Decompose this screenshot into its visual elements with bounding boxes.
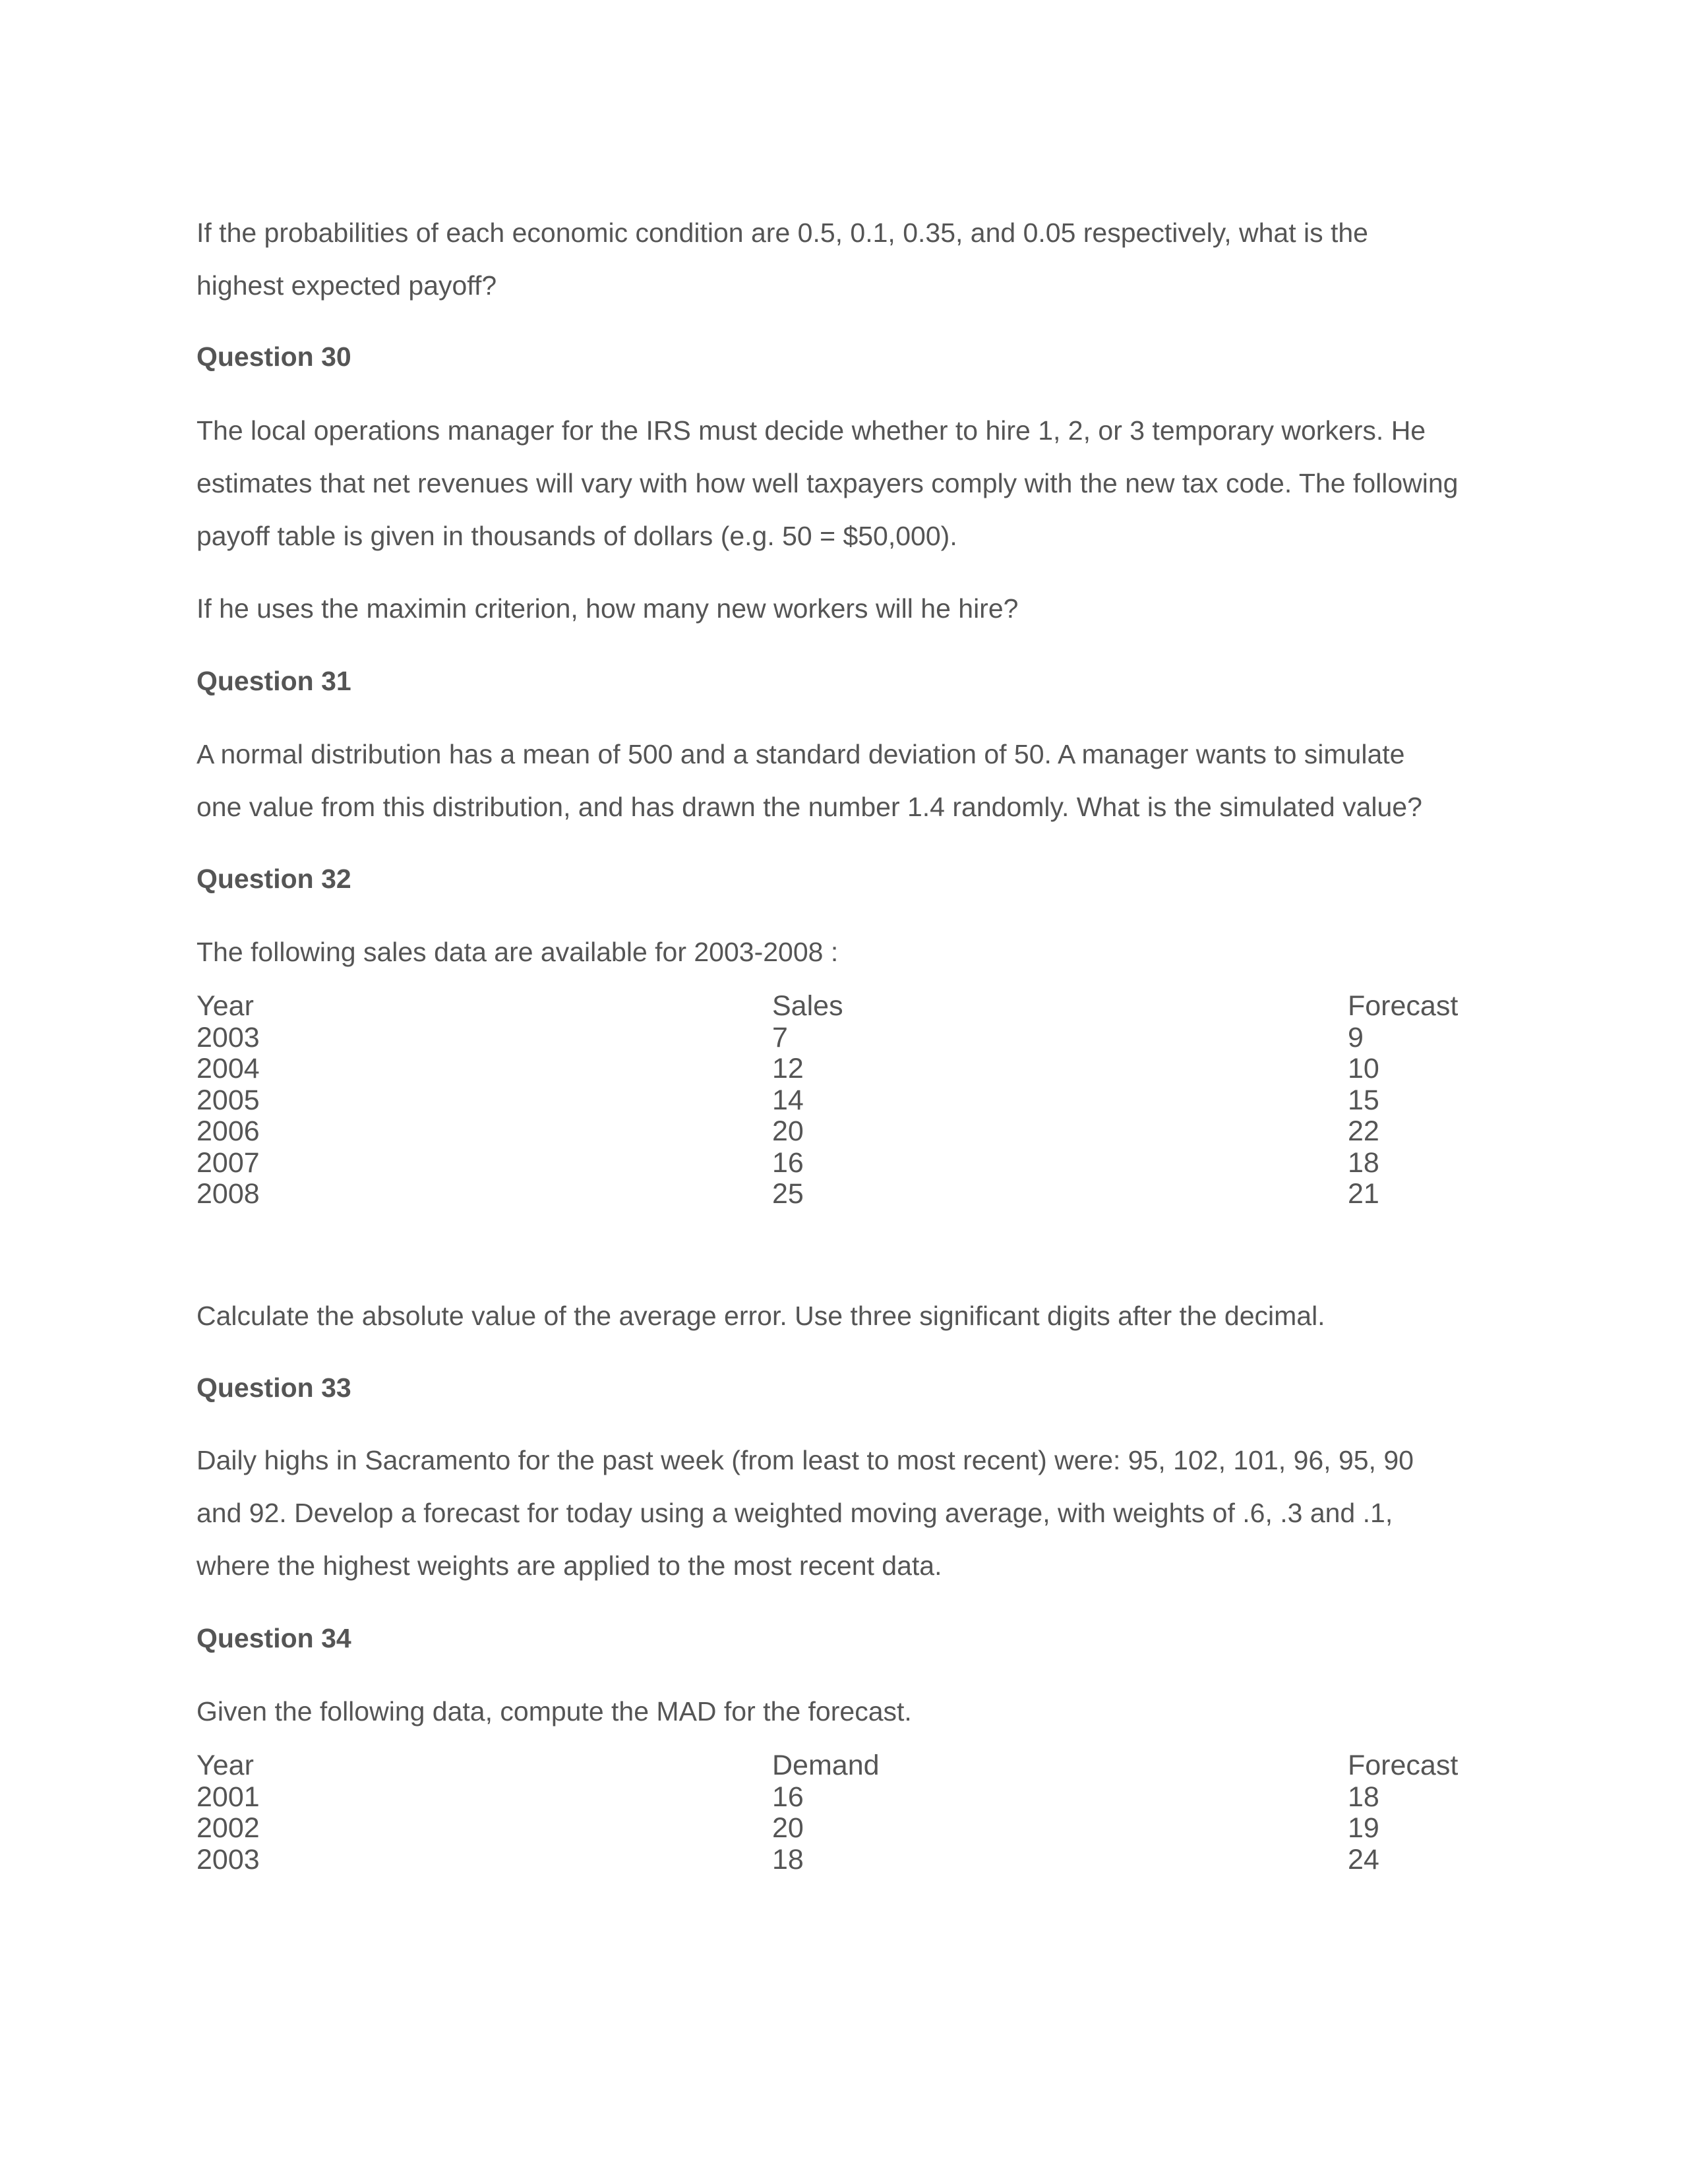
year-cell: 2003 bbox=[196, 1021, 260, 1053]
intro-line-2: highest expected payoff? bbox=[196, 270, 497, 301]
table-row bbox=[196, 1179, 1509, 1210]
q31-line-2: one value from this distribution, and has drawn the number 1.4 randomly. What is the simulated value? bbox=[196, 792, 1422, 822]
year-cell: 2005 bbox=[196, 1084, 260, 1116]
sales-cell: 16 bbox=[772, 1146, 804, 1179]
year-cell: 2003 bbox=[196, 1843, 260, 1875]
q34-intro: Given the following data, compute the MAD for the forecast. bbox=[196, 1696, 912, 1727]
q33-line-2: and 92. Develop a forecast for today using a weighted moving average, with weights of .6, .3 and .1, bbox=[196, 1498, 1393, 1528]
forecast-cell: 19 bbox=[1348, 1812, 1379, 1844]
sales-cell: 7 bbox=[772, 1021, 788, 1053]
table-row bbox=[196, 1116, 1509, 1148]
question-31-heading: Question 31 bbox=[196, 666, 351, 696]
table-row bbox=[196, 1148, 1509, 1179]
forecast-cell: 18 bbox=[1348, 1146, 1379, 1179]
question-30-heading: Question 30 bbox=[196, 341, 351, 372]
q31-line-1: A normal distribution has a mean of 500 and a standard deviation of 50. A manager wants to simulate bbox=[196, 739, 1405, 769]
demand-cell: 18 bbox=[772, 1843, 804, 1875]
table-row bbox=[196, 1845, 1509, 1876]
column-header-year: Year bbox=[196, 1750, 254, 1781]
year-cell: 2008 bbox=[196, 1178, 260, 1210]
q30-line-3: payoff table is given in thousands of dollars (e.g. 50 = $50,000). bbox=[196, 521, 957, 551]
forecast-cell: 24 bbox=[1348, 1843, 1379, 1875]
table-header-row bbox=[196, 991, 1509, 1022]
q30-line-1: The local operations manager for the IRS must decide whether to hire 1, 2, or 3 temporary workers. He bbox=[196, 415, 1426, 446]
column-header-year: Year bbox=[196, 990, 254, 1022]
year-cell: 2006 bbox=[196, 1115, 260, 1147]
intro-line-1: If the probabilities of each economic condition are 0.5, 0.1, 0.35, and 0.05 respectively, what is the bbox=[196, 218, 1368, 248]
sales-cell: 14 bbox=[772, 1084, 804, 1116]
table-row bbox=[196, 1053, 1509, 1085]
sales-data-table bbox=[196, 991, 1509, 1210]
table-row bbox=[196, 1085, 1509, 1117]
question-33-heading: Question 33 bbox=[196, 1372, 351, 1403]
column-header-sales: Sales bbox=[772, 990, 843, 1022]
forecast-cell: 15 bbox=[1348, 1084, 1379, 1116]
table-row bbox=[196, 1813, 1509, 1845]
table-row bbox=[196, 1782, 1509, 1814]
table-header-row bbox=[196, 1750, 1509, 1782]
question-34-heading: Question 34 bbox=[196, 1623, 351, 1653]
year-cell: 2001 bbox=[196, 1781, 260, 1813]
demand-cell: 20 bbox=[772, 1812, 804, 1844]
demand-cell: 16 bbox=[772, 1781, 804, 1813]
column-header-demand: Demand bbox=[772, 1750, 880, 1781]
year-cell: 2004 bbox=[196, 1053, 260, 1084]
q32-question: Calculate the absolute value of the average error. Use three significant digits after the decimal. bbox=[196, 1301, 1325, 1331]
column-header-forecast: Forecast bbox=[1348, 990, 1459, 1022]
forecast-cell: 21 bbox=[1348, 1178, 1379, 1210]
forecast-cell: 10 bbox=[1348, 1053, 1379, 1084]
table-row bbox=[196, 1022, 1509, 1054]
sales-cell: 12 bbox=[772, 1053, 804, 1084]
sales-cell: 20 bbox=[772, 1115, 804, 1147]
q33-line-3: where the highest weights are applied to the most recent data. bbox=[196, 1550, 942, 1581]
forecast-cell: 22 bbox=[1348, 1115, 1379, 1147]
q33-line-1: Daily highs in Sacramento for the past week (from least to most recent) were: 95, 102, 101, 96, 95, 90 bbox=[196, 1445, 1414, 1475]
q30-line-2: estimates that net revenues will vary with how well taxpayers comply with the new tax code. The following bbox=[196, 468, 1459, 498]
forecast-cell: 9 bbox=[1348, 1021, 1364, 1053]
sales-cell: 25 bbox=[772, 1178, 804, 1210]
forecast-cell: 18 bbox=[1348, 1781, 1379, 1813]
column-header-forecast: Forecast bbox=[1348, 1750, 1459, 1781]
question-32-heading: Question 32 bbox=[196, 864, 351, 894]
q32-intro: The following sales data are available for 2003-2008 : bbox=[196, 937, 839, 967]
q30-question: If he uses the maximin criterion, how many new workers will he hire? bbox=[196, 593, 1019, 624]
demand-data-table bbox=[196, 1750, 1509, 1875]
year-cell: 2002 bbox=[196, 1812, 260, 1844]
year-cell: 2007 bbox=[196, 1146, 260, 1179]
